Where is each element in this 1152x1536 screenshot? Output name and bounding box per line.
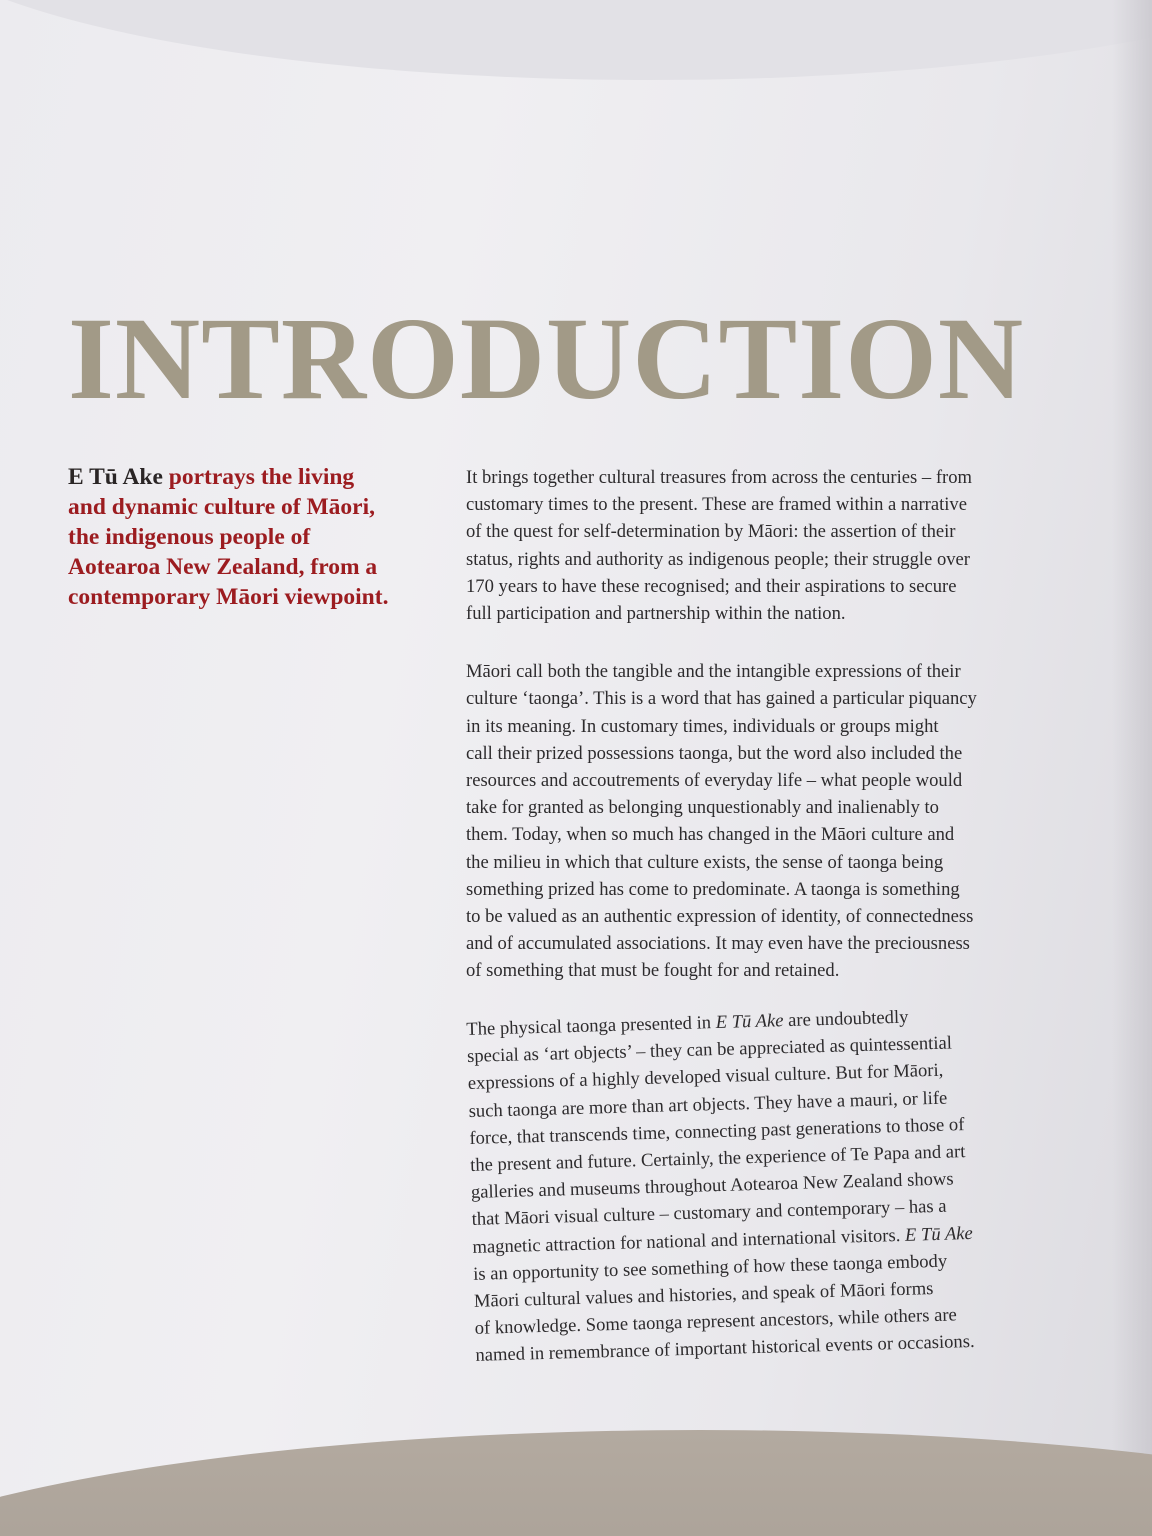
text-segment: magnetic attraction for national and international visitors. — [472, 1224, 906, 1258]
body-text — [466, 464, 1036, 1400]
lede-line: Aotearoa New Zealand, from a — [68, 554, 378, 580]
paragraph-2 — [466, 658, 1036, 984]
page-right-edge — [1112, 0, 1152, 1536]
text-line: to be valued as an authentic expression of identity, of connectedness — [466, 906, 974, 928]
text-line: resources and accoutrements of everyday life – what people would — [466, 770, 963, 792]
text-segment: The physical taonga presented in — [466, 1011, 716, 1040]
lede-line: contemporary Māori viewpoint. — [68, 584, 389, 610]
text-line: named in remembrance of important historical events or occasions. — [475, 1331, 975, 1366]
text-line: full participation and partnership within the nation. — [466, 603, 846, 625]
text-line: culture ‘taonga’. This is a word that has gained a particular piquancy — [466, 688, 977, 710]
page-curve-shadow — [0, 0, 1152, 80]
text-line: the milieu in which that culture exists, the sense of taonga being — [466, 851, 944, 873]
text-line: status, rights and authority as indigenous people; their struggle over — [466, 548, 971, 570]
paragraph-3 — [466, 1000, 1046, 1369]
text-line: Māori call both the tangible and the intangible expressions of their — [466, 661, 961, 683]
text-line: Māori cultural values and histories, and speak of Māori forms — [473, 1277, 934, 1312]
text-line: It brings together cultural treasures from across the centuries – from — [466, 467, 972, 488]
text-line: of something that must be fought for and retained. — [466, 960, 840, 982]
text-line: force, that transcends time, connecting past generations to those of — [469, 1113, 965, 1149]
text-line: of the quest for self-determination by Māori: the assertion of their — [466, 521, 956, 543]
italic-book-title: E Tū Ake — [715, 1009, 784, 1033]
text-line: 170 years to have these recognised; and their aspirations to secure — [466, 575, 957, 597]
text-line: expressions of a highly developed visual culture. But for Māori, — [467, 1059, 944, 1095]
lede-text — [68, 462, 438, 612]
lede-line: and dynamic culture of Māori, — [68, 494, 376, 520]
text-line: of knowledge. Some taonga represent ancestors, while others are — [474, 1304, 958, 1339]
text-line: special as ‘art objects’ – they can be appreciated as quintessential — [466, 1032, 953, 1067]
lede-line: the indigenous people of — [68, 524, 311, 550]
paragraph-1 — [466, 464, 1036, 627]
text-line: something prized has come to predominate. A taonga is something — [466, 878, 960, 900]
text-line: call their prized possessions taonga, but the word also included the — [466, 742, 963, 764]
text-line: galleries and museums throughout Aotearoa New Zealand shows — [470, 1168, 954, 1203]
text-line: customary times to the present. These are framed within a narrative — [466, 494, 967, 516]
text-line: the present and future. Certainly, the experience of Te Papa and art — [469, 1140, 966, 1176]
page-bottom-edge — [0, 1430, 1152, 1536]
italic-book-title: E Tū Ake — [904, 1222, 974, 1246]
lede-book-title: E Tū Ake — [68, 464, 163, 490]
text-line: them. Today, when so much has changed in the Māori culture and — [466, 824, 955, 846]
text-line: in its meaning. In customary times, individuals or groups might — [466, 715, 939, 737]
page-title: INTRODUCTION — [68, 293, 1025, 424]
text-line: such taonga are more than art objects. They have a mauri, or life — [468, 1086, 948, 1122]
text-line: take for granted as belonging unquestionably and inalienably to — [466, 797, 939, 819]
text-line: that Māori visual culture – customary and contemporary – has a — [471, 1195, 947, 1230]
text-line: is an opportunity to see something of how these taonga embody — [472, 1250, 948, 1285]
text-line: and of accumulated associations. It may even have the preciousness — [466, 933, 970, 955]
text-segment: are undoubtedly — [783, 1006, 909, 1031]
lede-line: portrays the living — [162, 464, 355, 490]
